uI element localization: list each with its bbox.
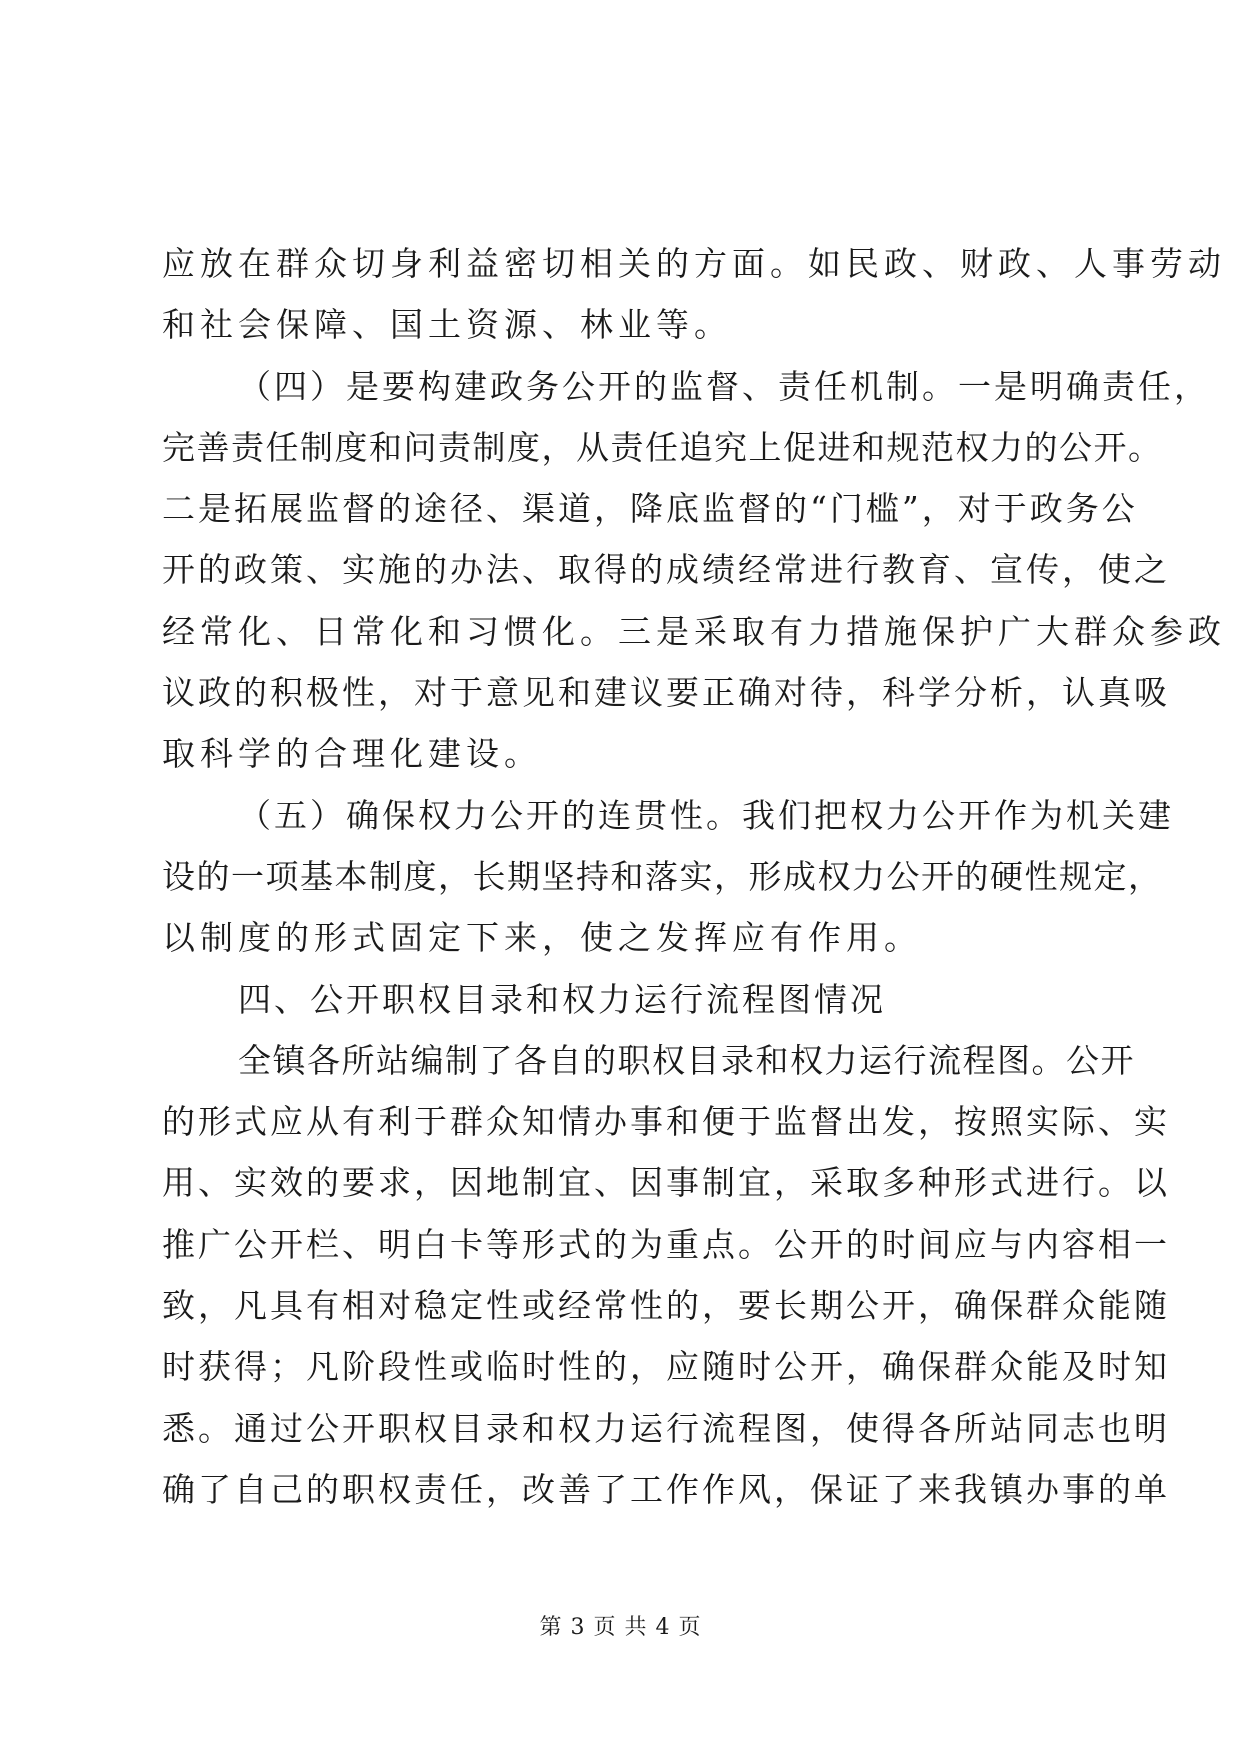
body-line: 推广公开栏、明白卡等形式的为重点。公开的时间应与内容相一 xyxy=(162,1224,1170,1264)
body-line: 开的政策、实施的办法、取得的成绩经常进行教育、宣传，使之 xyxy=(162,550,1170,590)
body-line: 以制度的形式固定下来，使之发挥应有作用。 xyxy=(162,918,922,958)
body-line: 二是拓展监督的途径、渠道，降底监督的“门槛”，对于政务公 xyxy=(162,489,1138,529)
body-line: 议政的积极性，对于意见和建议要正确对待，科学分析，认真吸 xyxy=(162,673,1170,713)
body-line: 确了自己的职权责任，改善了工作作风，保证了来我镇办事的单 xyxy=(162,1469,1170,1509)
body-line: 悉。通过公开职权目录和权力运行流程图，使得各所站同志也明 xyxy=(162,1408,1170,1448)
body-line: 应放在群众切身利益密切相关的方面。如民政、财政、人事劳动 xyxy=(162,244,1226,283)
section-four-heading-line: （四）是要构建政务公开的监督、责任机制。一是明确责任， xyxy=(238,366,1210,406)
body-line: 时获得；凡阶段性或临时性的，应随时公开，确保群众能及时知 xyxy=(162,1347,1170,1387)
section-heading: 四、公开职权目录和权力运行流程图情况 xyxy=(238,979,886,1019)
section-five-heading-line: （五）确保权力公开的连贯性。我们把权力公开作为机关建 xyxy=(238,795,1174,835)
body-line: 全镇各所站编制了各自的职权目录和权力运行流程图。公开 xyxy=(238,1040,1135,1080)
body-line: 取科学的合理化建设。 xyxy=(162,734,542,774)
page-number-footer: 第 3 页 共 4 页 xyxy=(539,1615,702,1640)
body-line: 设的一项基本制度，长期坚持和落实，形成权力公开的硬性规定， xyxy=(162,856,1163,896)
body-line: 完善责任制度和问责制度，从责任追究上促进和规范权力的公开。 xyxy=(162,427,1163,467)
body-line: 用、实效的要求，因地制宜、因事制宜，采取多种形式进行。以 xyxy=(162,1163,1170,1203)
document-body xyxy=(162,233,1226,1520)
body-line: 经常化、日常化和习惯化。三是采取有力措施保护广大群众参政 xyxy=(162,611,1226,651)
body-line: 和社会保障、国土资源、林业等。 xyxy=(162,305,732,345)
body-line: 致，凡具有相对稳定性或经常性的，要长期公开，确保群众能随 xyxy=(162,1286,1170,1326)
body-line: 的形式应从有利于群众知情办事和便于监督出发，按照实际、实 xyxy=(162,1102,1170,1142)
